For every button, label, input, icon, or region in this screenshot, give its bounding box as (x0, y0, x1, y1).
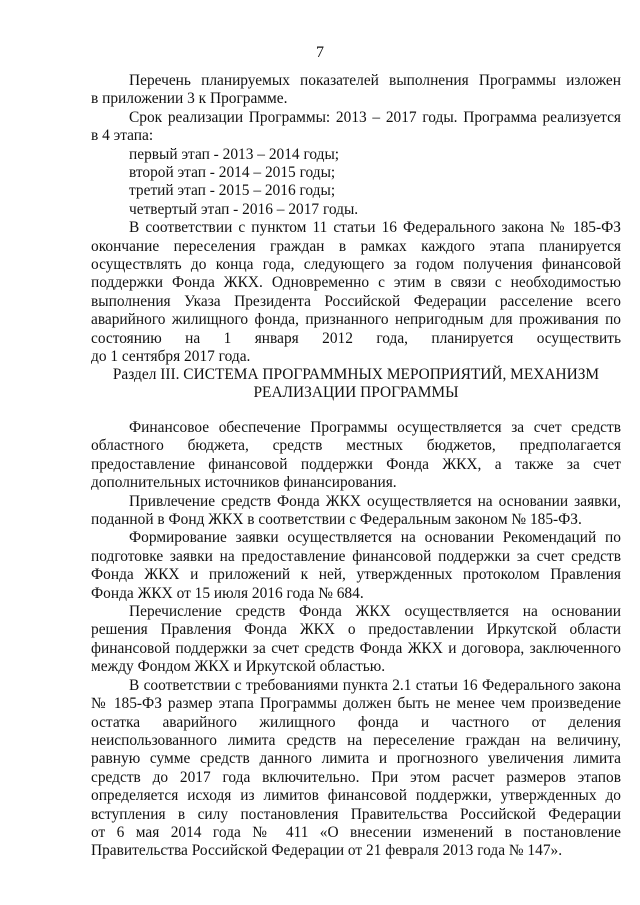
text-line: между Фондом ЖКХ и Иркутской областью. (91, 658, 386, 676)
text-line: Перечисление средств Фонда ЖКХ осуществляется на основании (129, 603, 621, 621)
text-line: четвертый этап - 2016 – 2017 годы. (129, 200, 359, 218)
text-line: Фонда ЖКХ и приложений к ней, утвержденных протоколом Правления (91, 566, 621, 584)
text-line: № 185-ФЗ размер этапа Программы должен быть не менее чем произведение (91, 695, 621, 713)
text-line: остатка аварийного жилищного фонда и частного от деления (91, 713, 621, 731)
text-line: третий этап - 2015 – 2016 годы; (129, 182, 336, 200)
text-line: Правительства Российской Федерации от 21 февраля 2013 года № 147». (91, 842, 563, 860)
text-line: Перечень планируемых показателей выполнения Программы изложен (129, 72, 621, 89)
text-line: от 6 мая 2014 года № 411 «О внесении изменений в постановление (91, 823, 621, 841)
section-heading (91, 366, 621, 403)
text-line: вступления в силу постановления Правительства Российской Федерации (91, 805, 621, 823)
heading-line-1: Раздел III. СИСТЕМА ПРОГРАММНЫХ МЕРОПРИЯТИЙ, МЕХАНИЗМ (112, 366, 600, 383)
text-line: в приложении 3 к Программе. (91, 90, 288, 108)
text-line: решения Правления Фонда ЖКХ о предоставлении Иркутской области (91, 621, 621, 639)
text-line: выполнения Указа Президента Российской Федерации расселение всего (91, 292, 621, 310)
text-block-financing (91, 419, 621, 861)
text-block-intro (91, 72, 621, 367)
text-line: поданной в Фонд ЖКХ в соответствии с Федеральным законом № 185-ФЗ. (91, 511, 582, 529)
text-line: определяется исходя из лимитов финансовой поддержки, утвержденных до (91, 787, 621, 805)
text-line: Финансовое обеспечение Программы осуществляется за счет средств (129, 419, 621, 436)
text-line: состоянию на 1 января 2012 года, планируется осуществить (91, 329, 621, 347)
text-line: Формирование заявки осуществляется на основании Рекомендаций по (129, 529, 621, 547)
text-line: дополнительных источников финансирования. (91, 474, 397, 492)
text-line: областного бюджета, средств местных бюджетов, предполагается (91, 437, 621, 455)
text-line: В соответствии с требованиями пункта 2.1 статьи 16 Федерального закона (129, 676, 621, 694)
text-line: Привлечение средств Фонда ЖКХ осуществляется на основании заявки, (129, 492, 621, 510)
text-line: до 1 сентября 2017 года. (91, 348, 251, 366)
text-line: окончание переселения граждан в рамках каждого этапа планируется (91, 237, 621, 255)
page-number: 7 (316, 44, 324, 61)
text-line: аварийного жилищного фонда, признанного непригодным для проживания по (91, 311, 621, 329)
text-line: Срок реализации Программы: 2013 – 2017 годы. Программа реализуется (129, 108, 621, 126)
text-line: средств до 2017 года включительно. При этом расчет размеров этапов (91, 768, 621, 786)
text-line: предоставление финансовой поддержки Фонда ЖКХ, а также за счет (91, 455, 621, 473)
text-line: подготовке заявки на предоставление финансовой поддержки за счет средств (91, 547, 621, 565)
text-line: В соответствии с пунктом 11 статьи 16 Федерального закона № 185-ФЗ (129, 219, 621, 237)
text-line: первый этап - 2013 – 2014 годы; (129, 145, 340, 163)
text-line: второй этап - 2014 – 2015 годы; (129, 164, 336, 182)
heading-line-2: РЕАЛИЗАЦИИ ПРОГРАММЫ (253, 384, 459, 402)
text-line: в 4 этапа: (91, 127, 154, 145)
text-line: осуществлять до конца года, следующего за годом получения финансовой (91, 256, 621, 274)
text-line: Фонда ЖКХ от 15 июля 2016 года № 684. (91, 584, 364, 602)
text-line: неиспользованного лимита средств на переселение граждан на величину, (91, 731, 621, 749)
text-line: финансовой поддержки за счет средств Фонда ЖКХ и договора, заключенного (91, 639, 621, 657)
text-line: равную сумме средств данного лимита и прогнозного увеличения лимита (91, 750, 621, 768)
text-line: поддержки Фонда ЖКХ. Одновременно с этим в связи с необходимостью (91, 274, 621, 292)
